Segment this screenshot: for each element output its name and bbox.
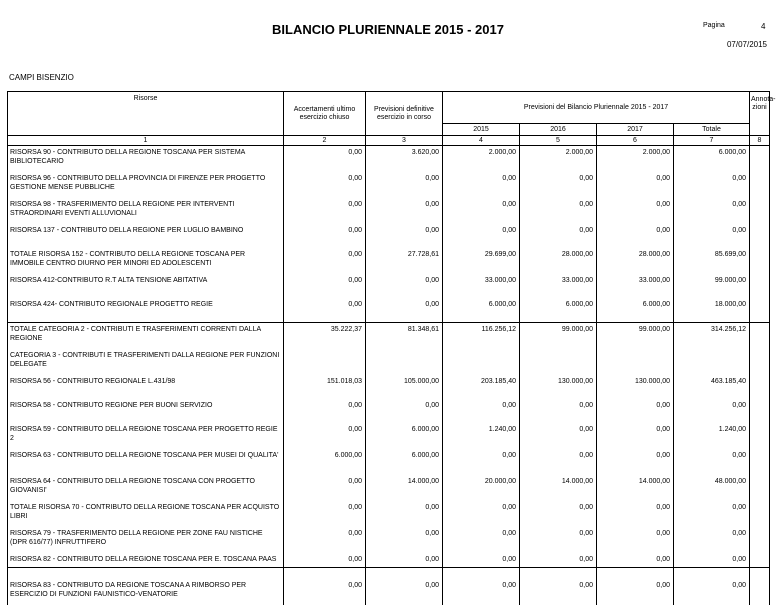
row-description: RISORSA 79 - TRASFERIMENTO DELLA REGIONE PER ZONE FAU NISTICHE (DPR 616/77) INFRUTTIFERO: [10, 529, 263, 546]
row-description: TOTALE CATEGORIA 2 - CONTRIBUTI E TRASFERIMENTI CORRENTI DALLA REGIONE: [8, 322, 284, 349]
cell-totale: 6.000,00: [674, 146, 750, 173]
cell-2017: 6.000,00: [597, 298, 674, 322]
col-previsioni-bilancio-header: Previsioni del Bilancio Pluriennale 2015 - 2017: [443, 92, 750, 124]
col-totale-header: Totale: [674, 124, 750, 136]
cell-2016: 6.000,00: [520, 298, 597, 322]
table-row: [8, 298, 770, 322]
cell-accertamenti: 0,00: [284, 298, 366, 322]
cell-totale: 463.185,40: [674, 375, 750, 399]
cell-previsioni: 0,00: [366, 198, 443, 224]
col-index: 1: [8, 136, 284, 146]
cell-2015: 1.240,00: [443, 423, 520, 449]
cell-2016: 0,00: [520, 579, 597, 605]
cell-previsioni: 0,00: [366, 298, 443, 322]
cell-totale: 0,00: [674, 527, 750, 553]
row-description: RISORSA 98 - TRASFERIMENTO DELLA REGIONE PER INTERVENTI STRAORDINARI EVENTI ALLUVIONALI: [10, 201, 235, 217]
cell-2015: 33.000,00: [443, 274, 520, 298]
col-accertamenti-header: Accertamenti ultimo esercizio chiuso: [284, 92, 366, 136]
table-row: [8, 322, 770, 349]
row-description: RISORSA 82 - CONTRIBUTO DELLA REGIONE TOSCANA PER E. TOSCANA PAAS: [10, 555, 277, 563]
cell-accertamenti: 0,00: [284, 399, 366, 423]
table-row: [8, 579, 770, 605]
cell-previsioni: 81.348,61: [366, 322, 443, 349]
col-2015-header: 2015: [443, 124, 520, 136]
cell-totale: 18.000,00: [674, 298, 750, 322]
cell-annotazioni: [750, 224, 770, 248]
cell-accertamenti: 0,00: [284, 553, 366, 579]
cell-2015: 0,00: [443, 172, 520, 198]
cell-previsioni: 0,00: [366, 553, 443, 579]
cell-totale: 48.000,00: [674, 475, 750, 501]
cell-annotazioni: [750, 475, 770, 501]
cell-totale: 0,00: [674, 198, 750, 224]
cell-previsioni: 27.728,61: [366, 248, 443, 274]
cell-accertamenti: 151.018,03: [284, 375, 366, 399]
table-row: [8, 553, 770, 579]
cell-2016: 28.000,00: [520, 248, 597, 274]
cell-accertamenti: 0,00: [284, 579, 366, 605]
cell-accertamenti: 0,00: [284, 423, 366, 449]
cell-previsioni: 6.000,00: [366, 423, 443, 449]
cell-totale: 1.240,00: [674, 423, 750, 449]
cell-previsioni: 0,00: [366, 501, 443, 527]
cell-annotazioni: [750, 274, 770, 298]
cell-previsioni: 6.000,00: [366, 449, 443, 475]
cell-2016: 0,00: [520, 527, 597, 553]
col-index: 7: [674, 136, 750, 146]
cell-previsioni: 0,00: [366, 579, 443, 605]
cell-previsioni: 0,00: [366, 527, 443, 553]
row-description: RISORSA 63 - CONTRIBUTO DELLA REGIONE TOSCANA PER MUSEI DI QUALITA': [10, 451, 279, 459]
table-row: [8, 349, 770, 375]
page-label: Pagina: [703, 22, 725, 29]
cell-totale: 0,00: [674, 501, 750, 527]
col-annotazioni-header: Annota-zioni: [750, 92, 770, 136]
cell-accertamenti: 0,00: [284, 475, 366, 501]
row-description: RISORSA 137 - CONTRIBUTO DELLA REGIONE PER LUGLIO BAMBINO: [10, 227, 244, 234]
cell-2015: 29.699,00: [443, 248, 520, 274]
row-description: RISORSA 83 - CONTRIBUTO DA REGIONE TOSCANA A RIMBORSO PER ESERCIZIO DI FUNZIONI FAUNISTICO-VENATORIE: [10, 581, 247, 598]
cell-2015: 0,00: [443, 527, 520, 553]
cell-2017: 0,00: [597, 579, 674, 605]
col-2016-header: 2016: [520, 124, 597, 136]
row-description: RISORSA 412-CONTRIBUTO R.T ALTA TENSIONE ABITATIVA: [10, 277, 208, 284]
cell-annotazioni: [750, 298, 770, 322]
cell-annotazioni: [750, 579, 770, 605]
cell-2015: 0,00: [443, 449, 520, 475]
cell-accertamenti: 0,00: [284, 172, 366, 198]
cell-totale: 0,00: [674, 399, 750, 423]
cell-2017: 99.000,00: [597, 322, 674, 349]
col-index: 2: [284, 136, 366, 146]
cell-2016: 0,00: [520, 449, 597, 475]
row-description: RISORSA 90 - CONTRIBUTO DELLA REGIONE TOSCANA PER SISTEMA BIBLIOTECARIO: [10, 149, 245, 165]
col-index: 4: [443, 136, 520, 146]
page-number: 4: [761, 22, 766, 31]
cell-2017: 33.000,00: [597, 274, 674, 298]
table-row: [8, 399, 770, 423]
cell-2015: 2.000,00: [443, 146, 520, 173]
cell-accertamenti: 0,00: [284, 146, 366, 173]
cell-annotazioni: [750, 375, 770, 399]
row-description: RISORSA 424- CONTRIBUTO REGIONALE PROGETTO REGIE: [10, 301, 213, 308]
table-row: [8, 274, 770, 298]
cell-2017: 0,00: [597, 423, 674, 449]
report-date: 07/07/2015: [726, 40, 767, 49]
row-description: TOTALE RISORSA 70 - CONTRIBUTO DELLA REGIONE TOSCANA PER ACQUISTO LIBRI: [10, 503, 280, 520]
cell-annotazioni: [750, 423, 770, 449]
cell-2016: 0,00: [520, 399, 597, 423]
cell-2017: 0,00: [597, 449, 674, 475]
table-row: [8, 224, 770, 248]
cell-previsioni: 14.000,00: [366, 475, 443, 501]
cell-annotazioni: [750, 399, 770, 423]
cell-2016: 0,00: [520, 224, 597, 248]
table-row: [8, 501, 770, 527]
cell-2016: [520, 349, 597, 375]
cell-accertamenti: 0,00: [284, 224, 366, 248]
cell-2017: 0,00: [597, 399, 674, 423]
cell-2017: 2.000,00: [597, 146, 674, 173]
cell-annotazioni: [750, 198, 770, 224]
table-row: [8, 527, 770, 553]
table-bottom-border: [7, 567, 770, 568]
row-description: RISORSA 64 - CONTRIBUTO DELLA REGIONE TOSCANA CON PROGETTO GIOVANISI': [10, 477, 255, 494]
cell-totale: 85.699,00: [674, 248, 750, 274]
entity-name: CAMPI BISENZIO: [9, 73, 74, 82]
cell-2015: 203.185,40: [443, 375, 520, 399]
table-body: [8, 146, 770, 605]
cell-previsioni: [366, 349, 443, 375]
row-description: RISORSA 59 - CONTRIBUTO DELLA REGIONE TOSCANA PER PROGETTO REGIE 2: [10, 425, 278, 442]
table-row: [8, 248, 770, 274]
cell-2015: 6.000,00: [443, 298, 520, 322]
cell-2017: 28.000,00: [597, 248, 674, 274]
cell-previsioni: 0,00: [366, 224, 443, 248]
cell-2016: 0,00: [520, 198, 597, 224]
cell-accertamenti: 35.222,37: [284, 322, 366, 349]
cell-previsioni: 0,00: [366, 172, 443, 198]
row-description: RISORSA 56 - CONTRIBUTO REGIONALE L.431/98: [10, 377, 176, 385]
cell-2016: 33.000,00: [520, 274, 597, 298]
cell-2016: 0,00: [520, 501, 597, 527]
row-description: RISORSA 96 - CONTRIBUTO DELLA PROVINCIA DI FIRENZE PER PROGETTO GESTIONE MENSE PUBBLICHE: [10, 175, 266, 191]
cell-2016: 14.000,00: [520, 475, 597, 501]
col-index: 5: [520, 136, 597, 146]
cell-2016: 0,00: [520, 423, 597, 449]
cell-2015: 0,00: [443, 198, 520, 224]
table-row: [8, 198, 770, 224]
row-description: RISORSA 58 - CONTRIBUTO REGIONE PER BUONI SERVIZIO: [10, 401, 213, 409]
col-index: 3: [366, 136, 443, 146]
col-previsioni-header: Previsioni definitive esercizio in corso: [366, 92, 443, 136]
cell-previsioni: 0,00: [366, 399, 443, 423]
cell-2017: 0,00: [597, 172, 674, 198]
cell-totale: 0,00: [674, 553, 750, 579]
cell-annotazioni: [750, 449, 770, 475]
cell-2015: 0,00: [443, 399, 520, 423]
cell-accertamenti: 0,00: [284, 501, 366, 527]
cell-accertamenti: 0,00: [284, 198, 366, 224]
cell-annotazioni: [750, 322, 770, 349]
cell-accertamenti: 0,00: [284, 248, 366, 274]
table-row: [8, 375, 770, 399]
cell-2015: 0,00: [443, 553, 520, 579]
cell-2017: 0,00: [597, 198, 674, 224]
cell-2017: 0,00: [597, 553, 674, 579]
cell-totale: 99.000,00: [674, 274, 750, 298]
cell-2015: [443, 349, 520, 375]
cell-totale: [674, 349, 750, 375]
col-2017-header: 2017: [597, 124, 674, 136]
cell-2016: 0,00: [520, 553, 597, 579]
cell-totale: 314.256,12: [674, 322, 750, 349]
row-description: CATEGORIA 3 - CONTRIBUTI E TRASFERIMENTI DALLA REGIONE PER FUNZIONI DELEGATE: [10, 351, 280, 368]
cell-annotazioni: [750, 248, 770, 274]
table-row: [8, 423, 770, 449]
page-title: BILANCIO PLURIENNALE 2015 - 2017: [272, 22, 504, 37]
table-row: [8, 449, 770, 475]
cell-2016: 99.000,00: [520, 322, 597, 349]
cell-previsioni: 105.000,00: [366, 375, 443, 399]
cell-2017: [597, 349, 674, 375]
col-index: 6: [597, 136, 674, 146]
cell-2015: 0,00: [443, 224, 520, 248]
col-risorse-header: Risorse: [8, 92, 284, 136]
cell-2015: 0,00: [443, 579, 520, 605]
cell-2017: 0,00: [597, 527, 674, 553]
cell-totale: 0,00: [674, 224, 750, 248]
cell-2016: 0,00: [520, 172, 597, 198]
cell-accertamenti: [284, 349, 366, 375]
row-description: TOTALE RISORSA 152 - CONTRIBUTO DELLA REGIONE TOSCANA PER IMMOBILE CENTRO DIURNO PER MINORI ED ADOLESCENTI: [10, 251, 246, 267]
cell-annotazioni: [750, 501, 770, 527]
cell-accertamenti: 6.000,00: [284, 449, 366, 475]
cell-previsioni: 0,00: [366, 274, 443, 298]
cell-2016: 2.000,00: [520, 146, 597, 173]
cell-totale: 0,00: [674, 172, 750, 198]
cell-totale: 0,00: [674, 579, 750, 605]
cell-2017: 0,00: [597, 224, 674, 248]
col-index: 8: [750, 136, 770, 146]
cell-annotazioni: [750, 172, 770, 198]
cell-previsioni: 3.620,00: [366, 146, 443, 173]
cell-annotazioni: [750, 349, 770, 375]
cell-totale: 0,00: [674, 449, 750, 475]
table-row: [8, 172, 770, 198]
cell-annotazioni: [750, 146, 770, 173]
cell-2017: 130.000,00: [597, 375, 674, 399]
cell-annotazioni: [750, 527, 770, 553]
cell-accertamenti: 0,00: [284, 527, 366, 553]
cell-2015: 116.256,12: [443, 322, 520, 349]
table-row: [8, 146, 770, 173]
cell-2016: 130.000,00: [520, 375, 597, 399]
cell-annotazioni: [750, 553, 770, 579]
cell-2015: 0,00: [443, 501, 520, 527]
cell-accertamenti: 0,00: [284, 274, 366, 298]
cell-2017: 0,00: [597, 501, 674, 527]
budget-table: [7, 91, 776, 605]
cell-2015: 20.000,00: [443, 475, 520, 501]
cell-2017: 14.000,00: [597, 475, 674, 501]
table-row: [8, 475, 770, 501]
